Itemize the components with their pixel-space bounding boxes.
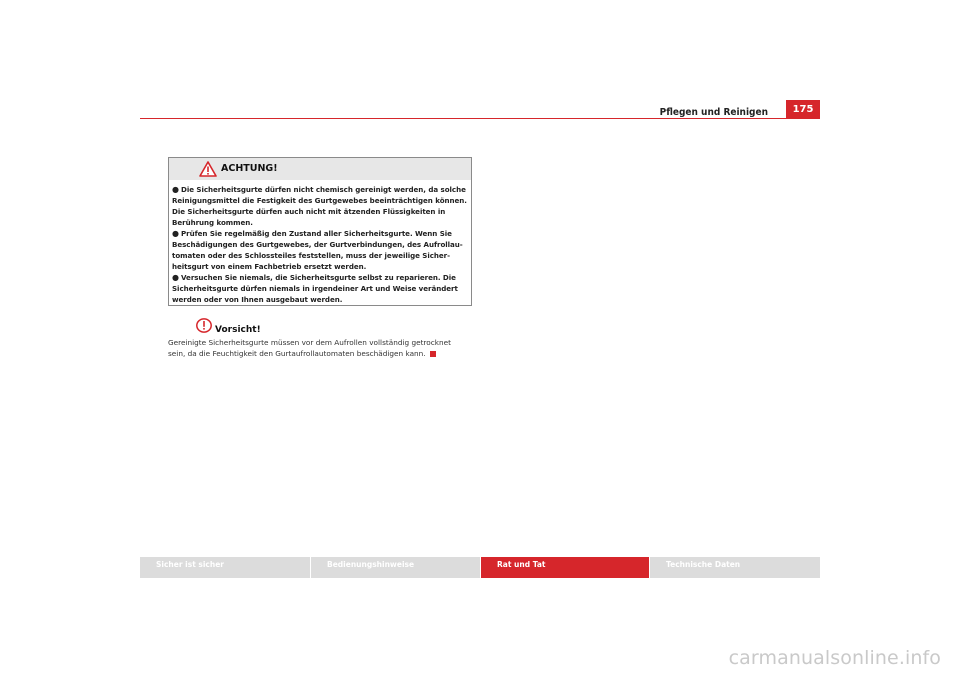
warning-item: ● Prüfen Sie regelmäßig den Zustand aller Sicherheitsgurte. Wenn Sie Beschädigungen des Gurtgewebes, der Gurtverbindungen, des Aufrollau-tomaten oder des Schlossteiles feststellen, muss der jeweilige Sicher-heitsgurt von einem Fachbetrieb ersetzt werden. — [172, 229, 463, 271]
watermark: carmanualsonline.info — [728, 647, 941, 669]
warning-header — [169, 158, 471, 180]
warning-body — [169, 180, 471, 305]
bullet-icon: ● — [172, 185, 179, 194]
caution-title: Vorsicht! — [215, 325, 261, 335]
footer-tab-technische-daten[interactable]: Technische Daten — [650, 557, 820, 578]
exclamation-circle-icon — [196, 318, 212, 333]
warning-box — [168, 157, 472, 306]
bullet-icon: ● — [172, 229, 179, 238]
footer-nav — [140, 557, 820, 578]
footer-tab-bedienung[interactable]: Bedienungshinweise — [311, 557, 480, 578]
end-of-section-icon — [430, 351, 436, 357]
warning-item: ● Die Sicherheitsgurte dürfen nicht chemisch gereinigt werden, da solche Reinigungsmittel die Festigkeit des Gurtgewebes beeinträchtigen können. Die Sicherheitsgurte dürfen auch nicht mit ätzenden Flüssigkeiten in Berührung kommen. — [172, 185, 467, 227]
footer-tab-rat-und-tat[interactable]: Rat und Tat — [481, 557, 649, 578]
section-title: Pflegen und Reinigen — [659, 107, 768, 118]
page-number: 175 — [786, 100, 820, 119]
bullet-icon: ● — [172, 273, 179, 282]
caution-text: Gereinigte Sicherheitsgurte müssen vor dem Aufrollen vollständig getrocknet sein, da die Feuchtigkeit den Gurtaufrollautomaten beschädigen kann. — [168, 338, 451, 358]
warning-item: ● Versuchen Sie niemals, die Sicherheitsgurte selbst zu reparieren. Die Sicherheitsgurte dürfen niemals in irgendeiner Art und Weise verändert werden oder von Ihnen ausgebaut werden. — [172, 273, 458, 304]
warning-triangle-icon — [199, 161, 217, 177]
header-divider — [140, 118, 820, 119]
footer-tab-sicher[interactable]: Sicher ist sicher — [140, 557, 310, 578]
warning-title: ACHTUNG! — [221, 163, 278, 174]
